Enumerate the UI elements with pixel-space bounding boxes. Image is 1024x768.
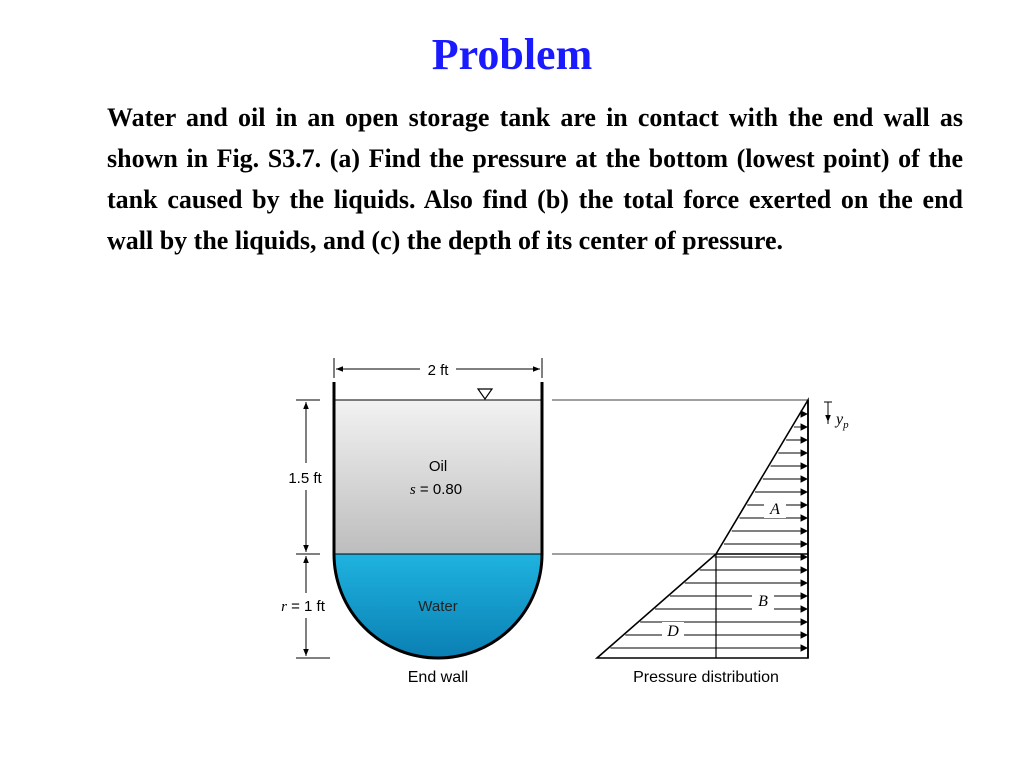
pressure-arrow-head [801, 567, 807, 573]
pressure-arrow-head [801, 502, 807, 508]
area-b-label: B [758, 593, 768, 610]
pressure-arrow-head [801, 619, 807, 625]
pressure-arrow-head [801, 554, 807, 560]
pressure-arrow-head [801, 528, 807, 534]
pressure-arrow-head [801, 593, 807, 599]
pressure-arrow-head [801, 424, 807, 430]
width-label: 2 ft [427, 362, 449, 379]
pressure-arrow-head [801, 489, 807, 495]
pressure-diagram [597, 400, 849, 686]
pressure-arrow-head [801, 541, 807, 547]
problem-statement: Water and oil in an open storage tank are in contact with the end wall as shown in Fig. S3.7. (a) Find the pressure at the bottom (lowest point) of the tank caused by the liquids. Also find (b) the total force exerted on the end wall by the liquids, and (c) the depth of its center of pressure. [107, 103, 963, 255]
width-dimension [334, 358, 542, 379]
pressure-outline [597, 400, 808, 658]
pressure-arrow-head [801, 463, 807, 469]
page-title: Problem [431, 30, 593, 79]
oil-specific-gravity: s = 0.80 [409, 481, 463, 498]
pressure-distribution-caption: Pressure distribution [633, 669, 779, 686]
pressure-arrow-head [801, 632, 807, 638]
area-a-label: A [770, 501, 780, 518]
pressure-arrows [610, 411, 807, 651]
pressure-arrow-head [801, 645, 807, 651]
pressure-arrow-head [801, 411, 807, 417]
pressure-arrow-head [801, 515, 807, 521]
pressure-arrow-head [801, 450, 807, 456]
free-surface-icon [478, 389, 492, 399]
oil-layer [334, 400, 542, 554]
pressure-arrow-head [801, 580, 807, 586]
yp-label: $y_p$ [836, 411, 849, 431]
area-d-label: D [667, 623, 679, 640]
pressure-arrow-head [801, 606, 807, 612]
oil-height-label: 1.5 ft [288, 470, 322, 487]
oil-label: Oil [428, 458, 448, 475]
tank [334, 382, 542, 658]
water-label: Water [418, 598, 458, 615]
pressure-arrow-head [801, 476, 807, 482]
height-dimensions [281, 400, 330, 658]
end-wall-caption: End wall [407, 669, 469, 686]
radius-label: r = 1 ft [281, 598, 325, 615]
pressure-arrow-head [801, 437, 807, 443]
